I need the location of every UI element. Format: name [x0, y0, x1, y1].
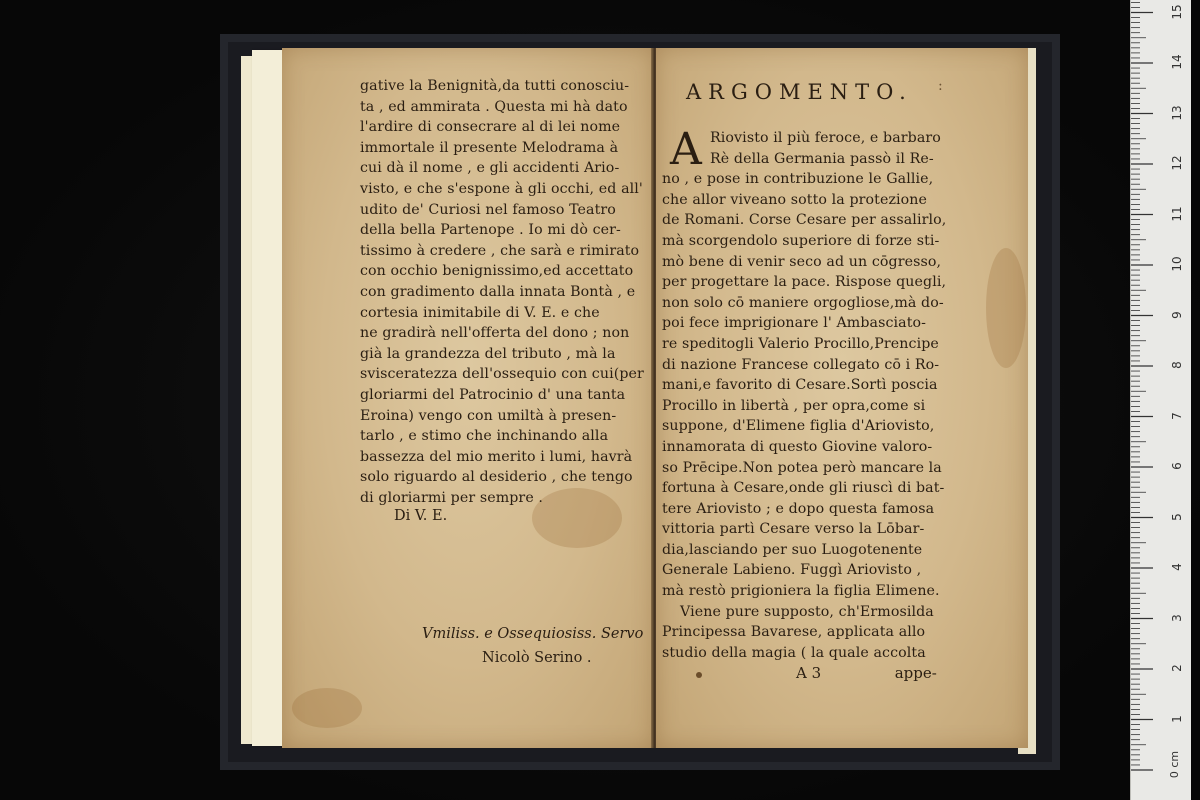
ruler-number: 3	[1170, 613, 1184, 622]
text-line: Principessa Bavarese, applicata allo	[662, 624, 926, 641]
text-line: Viene pure supposto, ch'Ermosilda	[680, 603, 934, 620]
ruler-number: 15	[1170, 3, 1184, 20]
text-line: Procillo in libertà , per opra,come si	[662, 397, 926, 414]
text-line: per progettare la pace. Rispose quegli,	[662, 274, 947, 291]
text-line: cui dà il nome , e gli accidenti Ario-	[360, 160, 620, 177]
greeting: Di V. E.	[394, 508, 448, 524]
text-line: re speditogli Valerio Procillo,Prencipe	[662, 335, 939, 352]
text-line: dia,lasciando per suo Luogotenente	[662, 541, 923, 558]
text-line: tere Ariovisto ; e dopo questa famosa	[662, 500, 935, 517]
text-line: non solo cō maniere orgogliose,mà do-	[662, 294, 944, 311]
page-heading: ARGOMENTO.	[686, 80, 913, 104]
right-page-text	[662, 124, 1002, 663]
signature-mark	[796, 664, 937, 682]
ruler-number: 4	[1170, 563, 1184, 571]
ruler-number: 9	[1170, 310, 1184, 319]
text-line: Riovisto il più feroce, e barbaro	[710, 130, 941, 146]
ornament: :	[938, 78, 943, 94]
left-page	[282, 48, 654, 748]
text-line: innamorata di questo Giovine valoro-	[662, 438, 933, 455]
text-line: mani,e favorito di Cesare.Sortì poscia	[662, 377, 938, 394]
right-page	[656, 48, 1028, 748]
text-line: solo riguardo al desiderio , che tengo	[360, 469, 633, 486]
text-line: de Romani. Corse Cesare per assalirlo,	[662, 212, 947, 229]
text-line: gloriarmi del Patrocinio d' una tanta	[360, 386, 626, 403]
text-line: ne gradirà nell'offerta del dono ; non	[360, 325, 630, 342]
text-line: fortuna à Cesare,onde gli riuscì di bat-	[662, 480, 945, 497]
ruler-number: 5	[1170, 512, 1184, 521]
text-line: Rè della Germania passò il Re-	[710, 150, 934, 167]
ruler-number: 10	[1170, 256, 1184, 272]
ruler-number: 2	[1170, 664, 1184, 672]
ruler-unit-label: 0 cm	[1168, 750, 1182, 779]
text-line: studio della magia ( la quale accolta	[662, 644, 926, 661]
signature: Vmiliss. e Ossequiosiss. Servo	[422, 626, 644, 642]
drop-cap: A	[670, 124, 702, 175]
text-line: so Prēcipe.Non potea però mancare la	[662, 459, 942, 476]
ruler-number: 11	[1170, 205, 1184, 222]
text-line: di gloriarmi per sempre .	[360, 489, 544, 506]
text-line: poi fece imprigionare l' Ambasciato-	[662, 315, 927, 332]
text-line: no , e pose in contribuzione le Gallie,	[662, 171, 934, 188]
text-line: con gradimento dalla innata Bontà , e	[360, 283, 636, 300]
ruler-number: 7	[1170, 411, 1184, 420]
text-line: ta , ed ammirata . Questa mi hà dato	[360, 98, 628, 115]
text-line: vittoria partì Cesare verso la Lōbar-	[662, 521, 925, 538]
ruler-number: 14	[1170, 54, 1184, 70]
text-line: della bella Partenope . Io mi dò cer-	[360, 222, 621, 239]
ruler-number: 6	[1170, 462, 1184, 470]
signature-mark-text: A 3	[796, 664, 822, 682]
text-line: mà scorgendolo superiore di forze sti-	[662, 232, 940, 249]
stain	[292, 688, 362, 728]
catchword: appe-	[894, 664, 937, 682]
text-line: mò bene di venir seco ad un cōgresso,	[662, 253, 942, 270]
measurement-ruler	[1130, 0, 1191, 800]
text-line: svisceratezza dell'ossequio con cui(per	[360, 366, 644, 383]
left-page-text	[360, 76, 660, 508]
text-line: già la grandezza del tributo , mà la	[360, 345, 616, 362]
text-line: l'ardire di consecrare al di lei nome	[360, 119, 621, 136]
text-line: immortale il presente Melodrama à	[360, 139, 619, 156]
ruler-number: 13	[1170, 104, 1184, 121]
signer-name: Nicolò Serino .	[482, 650, 592, 666]
text-line: udito de' Curiosi nel famoso Teatro	[360, 201, 616, 218]
text-line: Generale Labieno. Fuggì Ariovisto ,	[662, 562, 922, 579]
text-line: cortesia inimitabile di V. E. e che	[360, 304, 600, 321]
text-line: di nazione Francese collegato cō i Ro-	[662, 356, 940, 373]
page-dot	[696, 672, 702, 678]
ruler-number: 1	[1170, 714, 1184, 723]
text-line: tissimo à credere , che sarà e rimirato	[360, 242, 640, 259]
text-line: gative la Benignità,da tutti conosciu-	[360, 78, 630, 94]
text-line: bassezza del mio merito i lumi, havrà	[360, 448, 633, 465]
text-line: tarlo , e stimo che inchinando alla	[360, 428, 609, 445]
text-line: mà restò prigioniera la figlia Elimene.	[662, 583, 940, 600]
text-line: con occhio benignissimo,ed accettato	[360, 263, 634, 280]
text-line: Eroina) vengo con umiltà à presen-	[360, 407, 617, 424]
text-line: che allor viveano sotto la protezione	[662, 191, 928, 208]
text-line: visto, e che s'espone à gli occhi, ed all'	[360, 180, 643, 197]
ruler-number: 12	[1170, 155, 1184, 171]
ruler-number: 8	[1170, 361, 1184, 369]
text-line: suppone, d'Elimene figlia d'Ariovisto,	[662, 418, 935, 435]
